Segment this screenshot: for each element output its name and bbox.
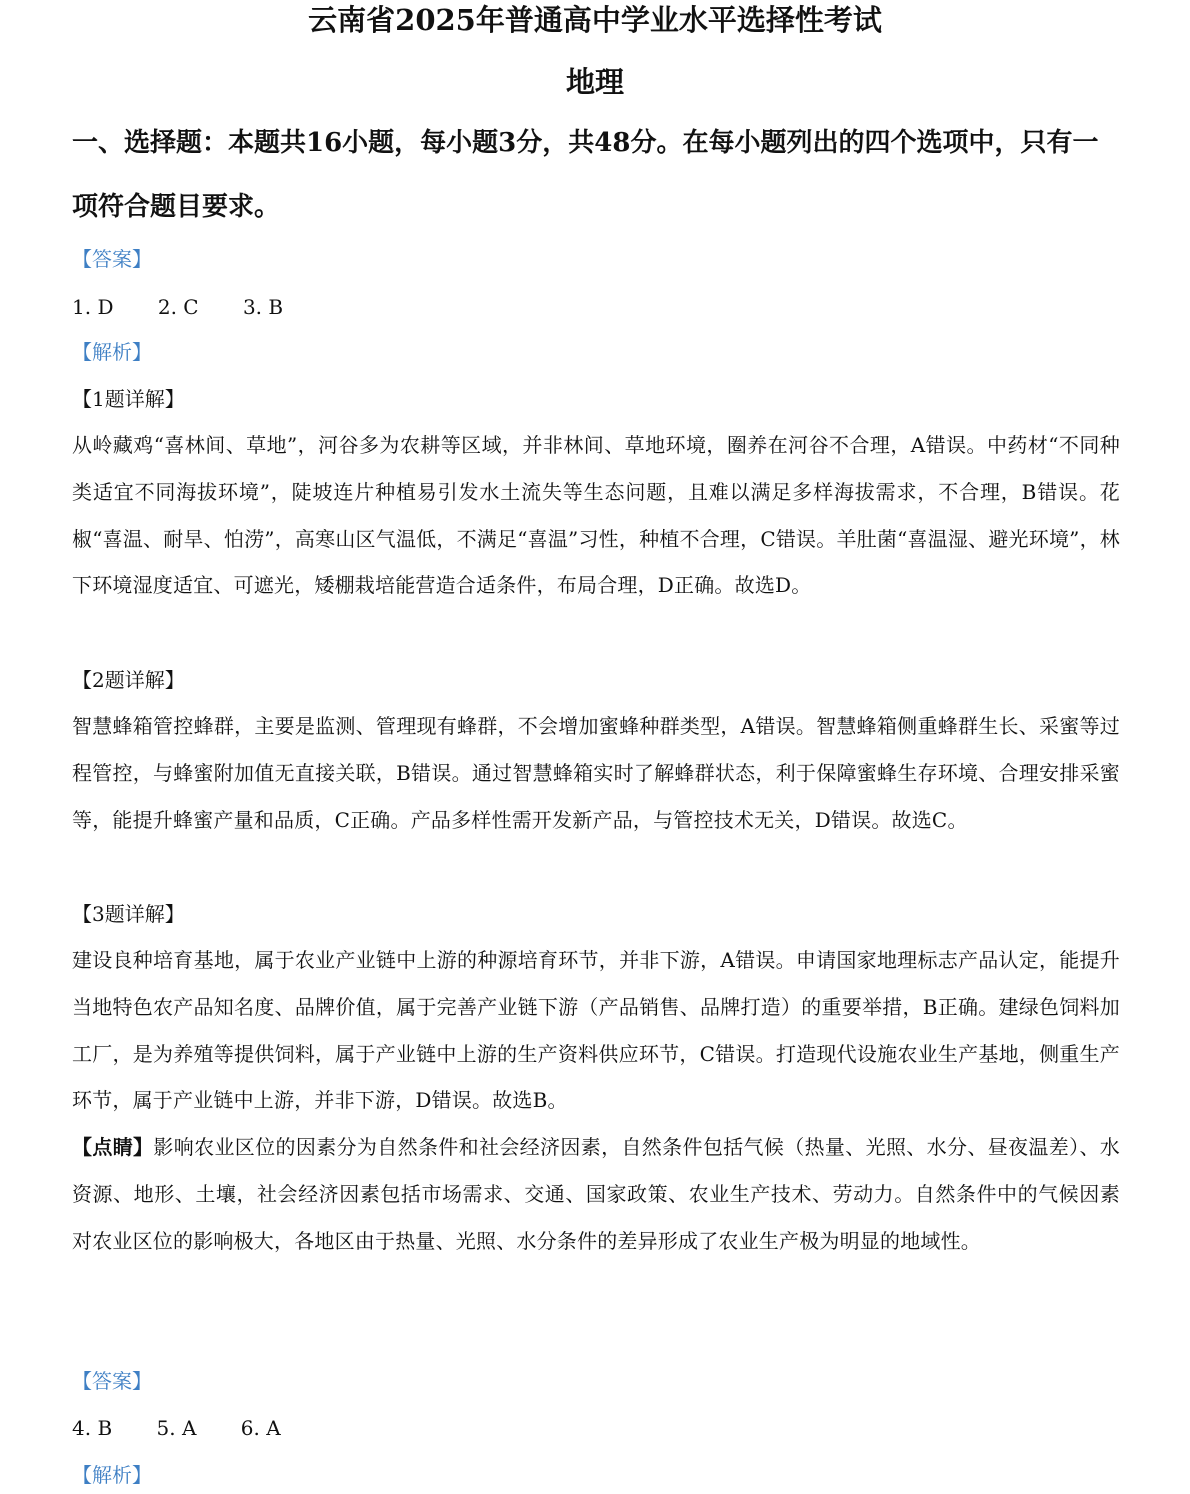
answer-tag-2: 【答案】 (72, 1369, 152, 1393)
answer-item: 1. D (72, 295, 114, 319)
analysis-tag-2: 【解析】 (72, 1463, 152, 1487)
answer-item: 2. C (157, 295, 199, 319)
question-3-explanation: 建设良种培育基地，属于农业产业链中上游的种源培育环节，并非下游，A错误。申请国家地理标志产品认定，能提升当地特色农产品知名度、品牌价值，属于完善产业链下游（产品销售、品牌打造）的重要举措，B正确。建绿色饲料加工厂，是为养殖等提供饲料，属于产业链中上游的生产资料供应环节，C错误。打造现代设施农业生产基地，侧重生产环节，属于产业链中上游，并非下游，D错误。故选B。 (72, 948, 1120, 1113)
answer-tag: 【答案】 (72, 247, 152, 271)
answer-item: 4. B (72, 1416, 113, 1440)
tip-paragraph (72, 1124, 1120, 1264)
question-3-detail-tag: 【3题详解】 (72, 902, 185, 926)
question-1-explanation: 从岭藏鸡“喜林间、草地”，河谷多为农耕等区域，并非林间、草地环境，圈养在河谷不合理，A错误。中药材“不同种类适宜不同海拔环境”，陡坡连片种植易引发水土流失等生态问题，且难以满足多样海拔需求，不合理，B错误。花椒“喜温、耐旱、怕涝”，高寒山区气温低，不满足“喜温”习性，种植不合理，C错误。羊肚菌“喜温湿、避光环境”，林下环境湿度适宜、可遮光，矮棚栽培能营造合适条件，布局合理，D正确。故选D。 (72, 433, 1120, 598)
answer-list-2 (72, 1413, 281, 1443)
question-2-explanation: 智慧蜂箱管控蜂群，主要是监测、管理现有蜂群，不会增加蜜蜂种群类型，A错误。智慧蜂箱侧重蜂群生长、采蜜等过程管控，与蜂蜜附加值无直接关联，B错误。通过智慧蜂箱实时了解蜂群状态，利于保障蜜蜂生存环境、合理安排采蜜等，能提升蜂蜜产量和品质，C正确。产品多样性需开发新产品，与管控技术无关，D错误。故选C。 (72, 714, 1120, 832)
question-2-detail-tag: 【2题详解】 (72, 668, 185, 692)
section-heading: 一、选择题：本题共16小题，每小题3分，共48分。在每小题列出的四个选项中，只有一项符合题目要求。 (72, 128, 1099, 222)
exam-title: 云南省2025年普通高中学业水平选择性考试 (308, 3, 882, 37)
answer-item: 5. A (156, 1416, 197, 1440)
answer-list (72, 292, 283, 322)
tip-text: 影响农业区位的因素分为自然条件和社会经济因素，自然条件包括气候（热量、光照、水分、昼夜温差）、水资源、地形、土壤，社会经济因素包括市场需求、交通、国家政策、农业生产技术、劳动力。自然条件中的气候因素对农业区位的影响极大，各地区由于热量、光照、水分条件的差异形成了农业生产极为明显的地域性。 (72, 1135, 1120, 1253)
tip-tag: 【点睛】 (72, 1135, 154, 1159)
subject-title: 地理 (565, 65, 624, 99)
question-1-detail-tag: 【1题详解】 (72, 387, 185, 411)
analysis-tag: 【解析】 (72, 340, 152, 364)
answer-item: 6. A (240, 1416, 281, 1440)
answer-item: 3. B (242, 295, 284, 319)
